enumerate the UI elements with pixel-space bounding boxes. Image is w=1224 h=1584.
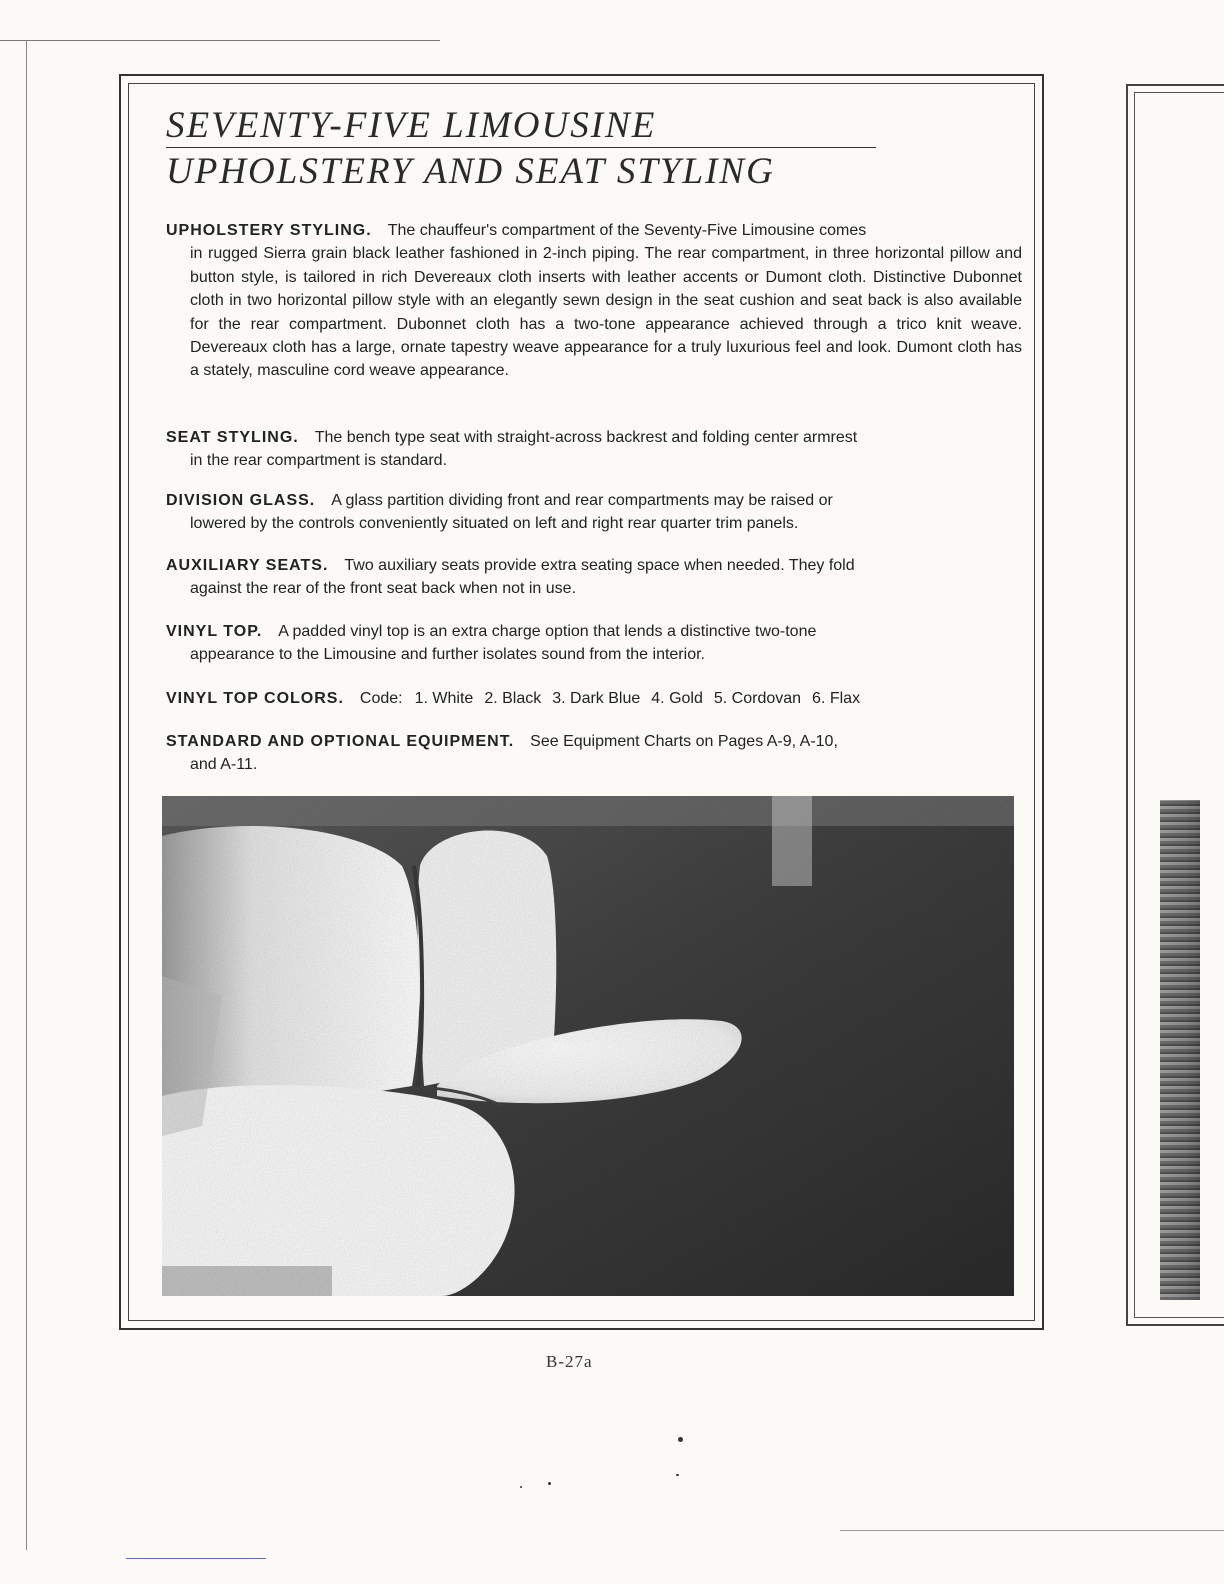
seat-photo-illustration [162,796,1014,1296]
scan-edge-bottom [840,1530,1224,1531]
section-first-line: A padded vinyl top is an extra charge option that lends a distinctive two-tone [278,623,817,640]
section-text: in the rear compartment is standard. [190,452,448,470]
section-division-glass [166,489,1022,536]
scan-speck [520,1486,522,1488]
title-underline [166,147,876,148]
section-label: VINYL TOP. [166,623,263,640]
section-vinyl-top [166,620,1022,667]
section-first-line: See Equipment Charts on Pages A-9, A-10, [530,733,838,750]
scan-speck [548,1482,551,1485]
color-option-dark-blue: 3. Dark Blue [552,690,641,707]
section-text: lowered by the controls conveniently situated on left and right rear quarter trim panels. [190,515,799,533]
section-first-line: Two auxiliary seats provide extra seating space when needed. They fold [344,557,855,574]
color-option-gold: 4. Gold [651,690,703,707]
section-vinyl-top-colors [166,687,1022,710]
section-label: STANDARD AND OPTIONAL EQUIPMENT. [166,733,515,750]
scan-speck [676,1474,679,1476]
section-upholstery-styling [166,219,1022,383]
section-seat-styling [166,426,1022,473]
color-code-label: Code: [359,690,403,707]
scan-edge-left [26,40,27,1550]
section-label: SEAT STYLING. [166,429,299,446]
page-title: SEVENTY-FIVE LIMOUSINE [166,105,657,146]
scan-edge-blue [126,1558,266,1559]
page-subtitle: UPHOLSTERY AND SEAT STYLING [166,151,775,192]
seat-photo [162,796,1014,1296]
section-text: in rugged Sierra grain black leather fashioned in 2-inch piping. The rear compartment, in three horizontal pillow and button style, is tailored in rich Devereaux cloth inserts with leather accents or Dumont cloth. Distinctive Dubonnet cloth in two horizontal pillow style with an elegantly sewn design in the seat cushion and seat back is also available for the rear compartment. Dubonnet cloth has a two-tone appearance achieved through a trico knit weave. Devereaux cloth has a large, ornate tapestry weave appearance for a truly luxurious feel and look. Dumont cloth has a stately, masculine cord weave appearance. [190,245,1022,380]
page-number: B-27a [546,1352,593,1371]
section-standard-optional-equipment [166,730,1022,777]
section-label: AUXILIARY SEATS. [166,557,329,574]
section-text: against the rear of the front seat back when not in use. [190,580,577,598]
section-label: VINYL TOP COLORS. [166,690,344,707]
section-auxiliary-seats [166,554,1022,601]
scan-speck [678,1437,683,1442]
color-option-cordovan: 5. Cordovan [713,690,802,707]
section-text: and A-11. [190,756,258,774]
section-first-line: The chauffeur's compartment of the Seventy-Five Limousine comes [387,222,867,239]
section-text: appearance to the Limousine and further isolates sound from the interior. [190,646,705,664]
color-option-black: 2. Black [484,690,542,707]
scan-edge-top [0,40,440,41]
section-label: UPHOLSTERY STYLING. [166,222,372,239]
color-option-white: 1. White [414,690,474,707]
section-first-line: The bench type seat with straight-across backrest and folding center armrest [314,429,858,446]
color-option-flax: 6. Flax [812,690,861,707]
section-first-line: A glass partition dividing front and rear compartments may be raised or [331,492,833,509]
adjacent-page-photo [1160,800,1200,1300]
section-label: DIVISION GLASS. [166,492,316,509]
